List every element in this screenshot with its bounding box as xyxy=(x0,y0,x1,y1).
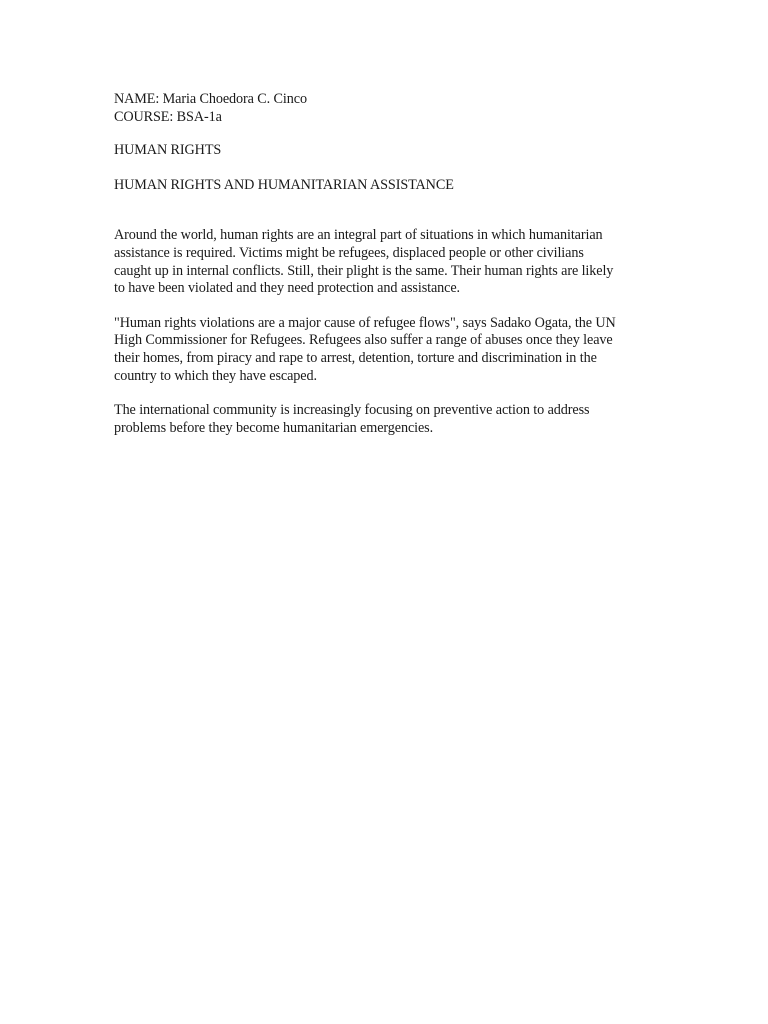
paragraph-line: Around the world, human rights are an integral part of situations in which humanitarian xyxy=(114,227,603,244)
paragraph-3 xyxy=(114,402,674,437)
paragraph-2 xyxy=(114,315,674,385)
document-body xyxy=(114,91,674,437)
student-name: NAME: Maria Choedora C. Cinco xyxy=(114,91,307,107)
paragraph-line: caught up in internal conflicts. Still, their plight is the same. Their human rights are likely xyxy=(114,262,614,279)
paragraph-line: problems before they become humanitarian emergencies. xyxy=(114,419,434,436)
paragraph-line: High Commissioner for Refugees. Refugees also suffer a range of abuses once they leave xyxy=(114,332,613,349)
paragraph-line: country to which they have escaped. xyxy=(114,367,317,384)
subject-heading xyxy=(114,142,674,160)
paragraph-line: to have been violated and they need protection and assistance. xyxy=(114,280,460,297)
essay-title xyxy=(114,177,674,195)
paragraph-line: their homes, from piracy and rape to arrest, detention, torture and discrimination in the xyxy=(114,349,597,366)
student-info xyxy=(114,91,674,126)
student-course: COURSE: BSA-1a xyxy=(114,108,222,125)
paragraph-line: assistance is required. Victims might be refugees, displaced people or other civilians xyxy=(114,244,584,261)
essay-title-text: HUMAN RIGHTS AND HUMANITARIAN ASSISTANCE xyxy=(114,176,454,193)
subject-text: HUMAN RIGHTS xyxy=(114,142,222,159)
paragraph-1 xyxy=(114,227,674,297)
paragraph-line: The international community is increasingly focusing on preventive action to address xyxy=(114,402,590,419)
paragraph-line: "Human rights violations are a major cause of refugee flows", says Sadako Ogata, the UN xyxy=(114,314,616,331)
